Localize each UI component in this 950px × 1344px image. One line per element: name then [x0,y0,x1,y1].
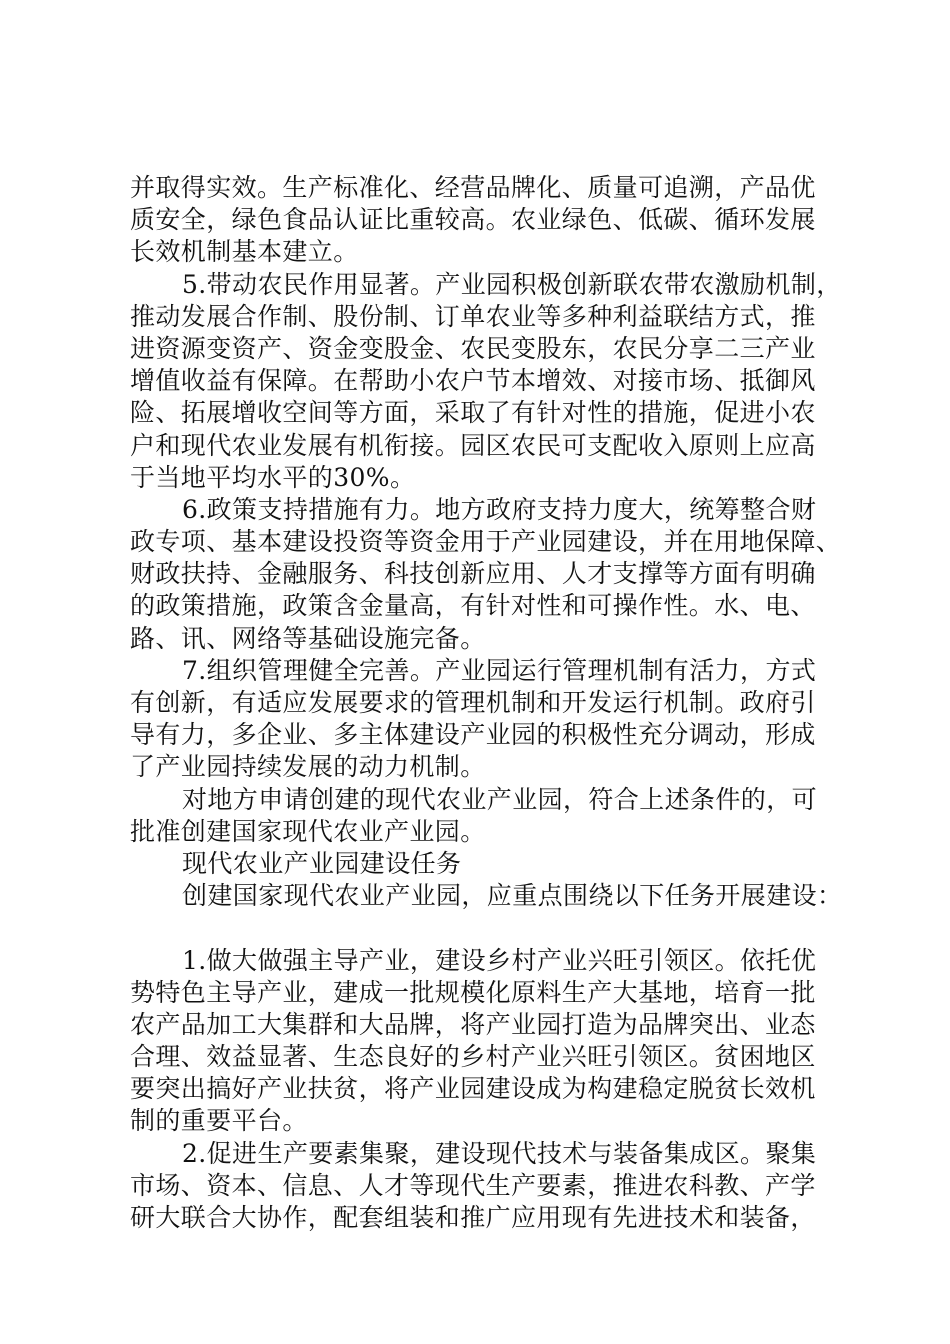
text-line: 推动发展合作制、股份制、订单农业等多种利益联结方式，推 [130,301,816,331]
text-line: 有创新，有适应发展要求的管理机制和开发运行机制。政府引 [130,688,816,717]
blank-line [130,912,832,944]
text-line: 导有力，多企业、多主体建设产业园的积极性充分调动，形成 [130,720,816,750]
paragraph-start-line: 6.政策支持措施有力。地方政府支持力度大，统筹整合财 [182,494,817,524]
text-line: 并取得实效。生产标准化、经营品牌化、质量可追溯，产品优 [130,173,816,202]
text-line: 险、拓展增收空间等方面，采取了有针对性的措施，促进小农 [130,398,816,428]
document-body [130,172,843,1234]
text-line: 户和现代农业发展有机衔接。园区农民可支配收入原则上应高 [130,430,816,460]
text-line: 增值收益有保障。在帮助小农户节本增效、对接市场、抵御风 [130,366,816,396]
text-line: 要突出搞好产业扶贫，将产业园建设成为构建稳定脱贫长效机 [130,1074,816,1104]
text-line: 农产品加工大集群和大品牌，将产业园打造为品牌突出、业态 [130,1009,816,1039]
text-line: 市场、资本、信息、人才等现代生产要素，推进农科教、产学 [130,1170,816,1200]
text-line: 质安全，绿色食品认证比重较高。农业绿色、低碳、循环发展 [130,205,816,235]
paragraph-start-line: 5.带动农民作用显著。产业园积极创新联农带农激励机制， [182,269,842,299]
text-line: 的政策措施，政策含金量高，有针对性和可操作性。水、电、 [130,591,816,621]
text-line: 制的重要平台。 [130,1106,308,1136]
text-line: 于当地平均水平的30%。 [130,462,416,492]
text-line: 势特色主导产业，建成一批规模化原料生产大基地，培育一批 [130,977,816,1007]
text-line: 长效机制基本建立。 [130,237,359,267]
text-line: 进资源变资产、资金变股金、农民变股东，农民分享二三产业 [130,333,816,363]
text-line: 路、讯、网络等基础设施完备。 [130,623,486,653]
text-line: 合理、效益显著、生态良好的乡村产业兴旺引领区。贫困地区 [130,1042,816,1072]
paragraph-start-line: 对地方申请创建的现代农业产业园，符合上述条件的，可 [182,784,818,814]
paragraph-start-line: 7.组织管理健全完善。产业园运行管理机制有活力，方式 [182,655,817,685]
section-heading: 现代农业产业园建设任务 [182,848,462,878]
text-line: 研大联合大协作，配套组装和推广应用现有先进技术和装备， [130,1203,816,1232]
text-line: 财政扶持、金融服务、科技创新应用、人才支撑等方面有明确 [130,559,816,589]
paragraph-start-line: 1.做大做强主导产业，建设乡村产业兴旺引领区。依托优 [182,945,817,975]
text-line: 批准创建国家现代农业产业园。 [130,816,486,846]
paragraph-start-line: 创建国家现代农业产业园，应重点围绕以下任务开展建设： [182,881,843,911]
text-line: 了产业园持续发展的动力机制。 [130,752,486,782]
paragraph-start-line: 2.促进生产要素集聚，建设现代技术与装备集成区。聚集 [182,1138,817,1168]
text-line: 政专项、基本建设投资等资金用于产业园建设，并在用地保障、 [130,527,842,557]
